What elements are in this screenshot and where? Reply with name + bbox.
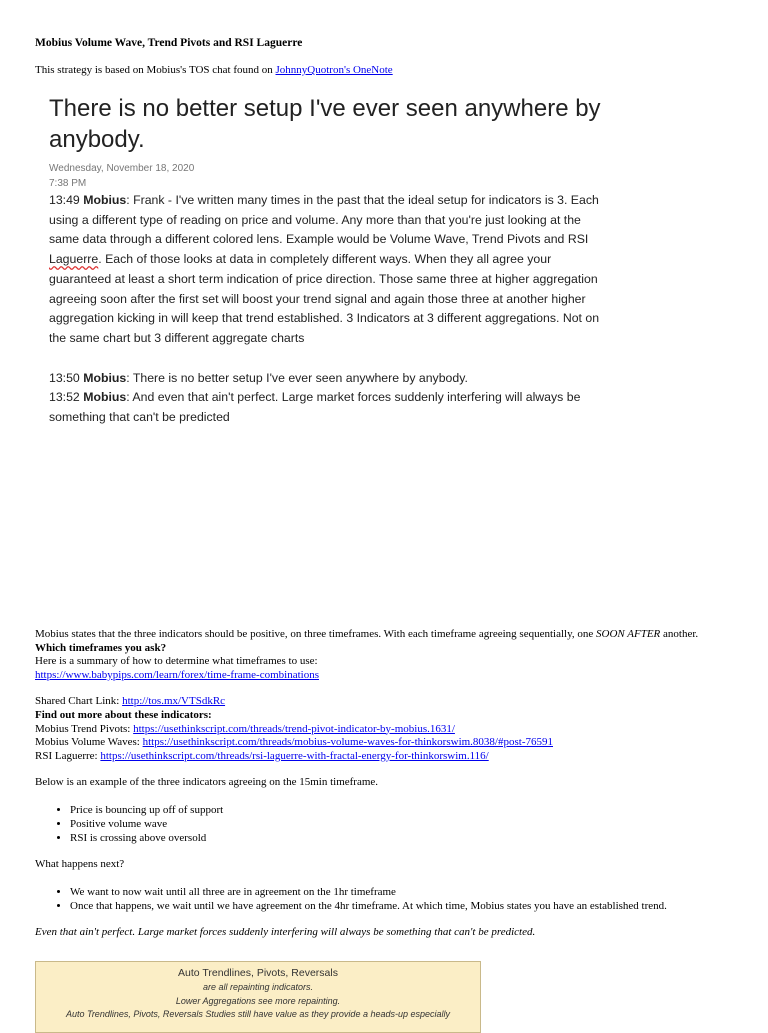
closing-quote: Even that ain't perfect. Large market forces suddenly interfering will always be something that can't be predicted. xyxy=(35,925,536,938)
next-steps-list xyxy=(35,885,735,913)
msg-timestamp: 13:52 xyxy=(49,390,80,405)
volume-waves-link[interactable]: https://usethinkscript.com/threads/mobius-volume-waves-for-thinkorswim.8038/#post-76591 xyxy=(142,736,553,749)
onenote-link[interactable]: JohnnyQuotron's OneNote xyxy=(275,64,393,76)
chat-date: Wednesday, November 18, 2020 xyxy=(49,163,195,174)
shared-chart-line xyxy=(35,695,735,709)
indicator-label: RSI Laguerre: xyxy=(35,749,101,762)
list-item: • RSI is crossing above oversold xyxy=(70,831,735,845)
chat-message-1 xyxy=(49,191,609,349)
spellcheck-flagged-word: Laguerre xyxy=(49,252,99,267)
example-intro: Below is an example of the three indicators agreeing on the 15min timeframe. xyxy=(35,776,379,789)
babypips-link[interactable]: https://www.babypips.com/learn/forex/time-frame-combinations xyxy=(35,668,319,681)
trend-note-line: Auto Trendlines, Pivots, Reversals Studies still have value as they provide a heads-up especially xyxy=(65,1009,451,1019)
body-text: another. xyxy=(660,628,699,640)
embedded-chat-screenshot xyxy=(49,93,609,428)
page-title: Mobius Volume Wave, Trend Pivots and RSI Laguerre xyxy=(35,37,303,49)
next-question: What happens next? xyxy=(35,857,125,870)
msg-author: Mobius xyxy=(83,193,127,207)
indicator-label: Mobius Trend Pivots: xyxy=(35,722,134,735)
msg-text: : There is no better setup I've ever seen anywhere by anybody. xyxy=(126,370,468,385)
heading-timeframes: Which timeframes you ask? xyxy=(35,641,167,654)
msg-text: : And even that ain't perfect. Large market forces suddenly interfering will always be something that can't be predicted xyxy=(49,390,581,425)
msg-author: Mobius xyxy=(83,390,127,405)
list-item: • Price is bouncing up off of support xyxy=(70,803,735,817)
chat-headline: There is no better setup I've ever seen anywhere by anybody. xyxy=(49,95,601,153)
intro-text: This strategy is based on Mobius's TOS chat found on xyxy=(35,64,276,76)
indicator-label: Mobius Volume Waves: xyxy=(35,736,143,749)
trend-note-box xyxy=(35,961,481,1033)
msg-text: . Each of those looks at data in completely different ways. When they all agree your guaranteed at least a short term indication of price direction. Those same three at higher aggregation agreeing soon after the first set will boost your trend signal and again those three at another higher aggregation kicking in will keep that trend established. 3 Indicators at 3 different aggregations. Not on the same chart but 3 different aggregate charts xyxy=(49,252,600,345)
msg-timestamp: 13:49 xyxy=(49,193,80,207)
msg-timestamp: 13:50 xyxy=(49,370,80,385)
paragraph-soon-after xyxy=(35,628,735,642)
emphasis-text: SOON AFTER xyxy=(596,628,661,640)
shared-chart-label: Shared Chart Link: xyxy=(35,695,123,708)
trend-note-title: Auto Trendlines, Pivots, Reversals xyxy=(178,967,338,979)
chat-message-3 xyxy=(49,388,609,427)
msg-text: : Frank - I've written many times in the past that the ideal setup for indicators is 3. Each using a different type of reading on price and volume. Any more than that you're just looking at the same data through a different colored lens. Example would be Volume Wave, Trend Pivots and RSI xyxy=(49,193,599,247)
chat-time: 7:38 PM xyxy=(49,178,87,189)
trend-pivots-link[interactable]: https://usethinkscript.com/threads/trend-pivot-indicator-by-mobius.1631/ xyxy=(133,722,455,735)
trend-note-line: Lower Aggregations see more repainting. xyxy=(175,995,341,1006)
trend-note-line: are all repainting indicators. xyxy=(202,982,314,992)
list-item: • Once that happens, we wait until we have agreement on the 4hr timeframe. At which time, Mobius states you have an established trend. xyxy=(70,899,735,913)
body-text: Mobius states that the three indicators should be positive, on three timeframes. With each timeframe agreeing sequentially, one xyxy=(35,628,596,640)
intro-line xyxy=(35,64,393,76)
chat-message-2 xyxy=(49,369,609,389)
shared-chart-link[interactable]: http://tos.mx/VTSdkRc xyxy=(122,695,226,708)
list-item: • Positive volume wave xyxy=(70,817,735,831)
indicator-line xyxy=(35,736,735,750)
article-body xyxy=(35,628,735,939)
heading-indicators: Find out more about these indicators: xyxy=(35,708,212,721)
indicator-line xyxy=(35,723,735,737)
rsi-laguerre-link[interactable]: https://usethinkscript.com/threads/rsi-laguerre-with-fractal-energy-for-thinkorswim.116/ xyxy=(100,749,489,762)
msg-author: Mobius xyxy=(83,370,127,385)
example-bullet-list xyxy=(35,803,735,845)
summary-text: Here is a summary of how to determine what timeframes to use: xyxy=(35,655,318,668)
list-item: • We want to now wait until all three are in agreement on the 1hr timeframe xyxy=(70,885,735,899)
indicator-line xyxy=(35,750,735,764)
